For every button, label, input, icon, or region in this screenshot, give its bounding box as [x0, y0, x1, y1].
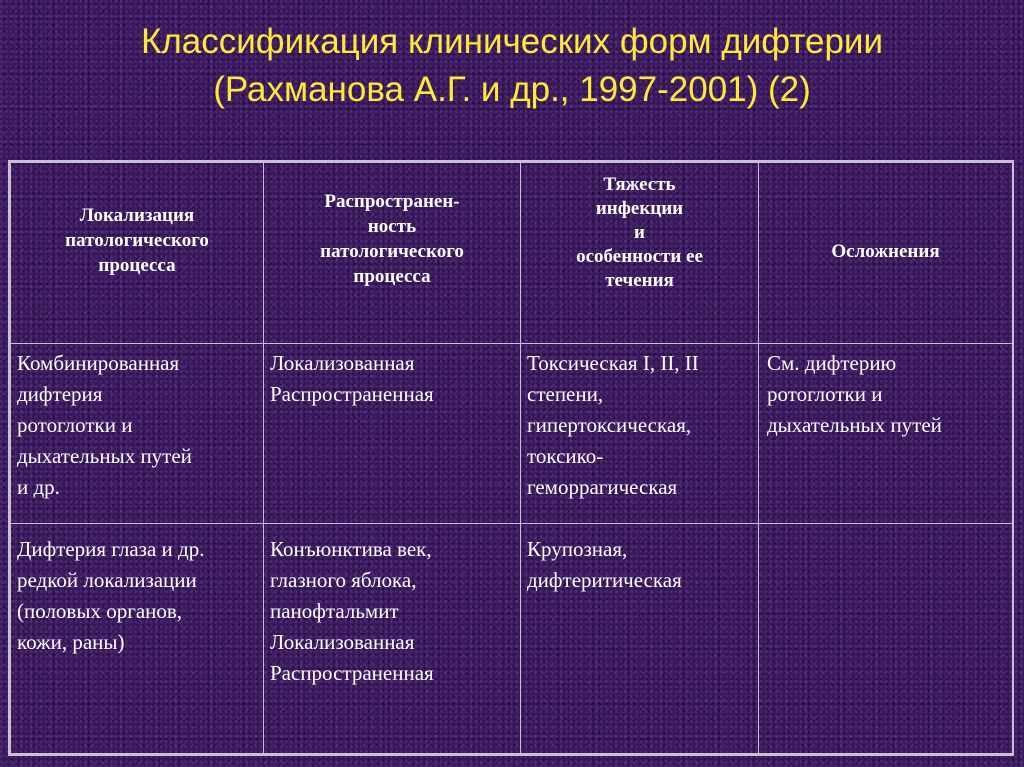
- cell-localization: [11, 344, 264, 524]
- cell-severity: [521, 524, 759, 754]
- cell-text: дыхательных путей: [17, 444, 192, 468]
- cell-severity: [521, 344, 759, 524]
- cell-complications-empty: [759, 524, 1013, 754]
- header-text: Тяжесть: [603, 174, 676, 195]
- header-text: Локализация: [79, 205, 195, 226]
- cell-text: См. дифтерию: [767, 351, 897, 375]
- cell-text: ротоглотки и: [767, 382, 883, 406]
- cell-text: глазного яблока,: [270, 568, 417, 592]
- cell-text: гипертоксическая,: [527, 413, 692, 437]
- cell-text: панофтальмит: [270, 599, 399, 623]
- title-line-2: (Рахманова А.Г. и др., 1997-2001) (2): [213, 70, 811, 109]
- header-text: патологического: [320, 241, 464, 262]
- cell-text: редкой локализации: [17, 568, 197, 592]
- header-severity: [521, 163, 759, 344]
- cell-prevalence: [264, 524, 521, 754]
- cell-text: геморрагическая: [527, 475, 678, 499]
- cell-text: Дифтерия глаза и др.: [17, 537, 205, 561]
- header-text: особенности ее: [576, 246, 703, 267]
- cell-text: Распространенная: [270, 382, 434, 406]
- cell-complications: [759, 344, 1013, 524]
- header-complications: [759, 163, 1013, 344]
- cell-text: токсико-: [527, 444, 604, 468]
- cell-text: и др.: [17, 475, 60, 499]
- cell-text: Крупозная,: [527, 537, 628, 561]
- classification-table: [8, 160, 1014, 756]
- cell-text: ротоглотки и: [17, 413, 133, 437]
- title-line-1: Классификация клинических форм дифтерии: [140, 22, 884, 61]
- cell-text: Локализованная: [270, 351, 415, 375]
- cell-prevalence: [264, 344, 521, 524]
- slide-title: [0, 18, 1024, 114]
- header-text: ность: [367, 216, 417, 237]
- header-text: инфекции: [595, 198, 684, 219]
- cell-text: дифтерия: [17, 382, 103, 406]
- header-text: процесса: [98, 255, 176, 276]
- cell-text: Локализованная: [270, 630, 415, 654]
- table-row: [11, 344, 1013, 524]
- cell-text: кожи, раны): [17, 630, 125, 654]
- cell-text: Распространенная: [270, 661, 434, 685]
- table-row: [11, 524, 1013, 754]
- cell-text: дыхательных путей: [767, 413, 942, 437]
- header-text: Распространен-: [324, 191, 460, 212]
- table-header-row: [11, 163, 1013, 344]
- cell-text: Конъюнктива век,: [270, 537, 432, 561]
- header-text: патологического: [65, 230, 209, 251]
- header-text: и: [634, 222, 645, 243]
- cell-localization: [11, 524, 264, 754]
- cell-text: Комбинированная: [17, 351, 180, 375]
- header-text: процесса: [353, 266, 431, 287]
- cell-text: Токсическая I, II, II: [527, 351, 699, 375]
- header-localization: [11, 163, 264, 344]
- header-text: течения: [605, 270, 674, 291]
- cell-text: степени,: [527, 382, 604, 406]
- cell-text: дифтеритическая: [527, 568, 682, 592]
- header-text: Осложнения: [831, 241, 940, 262]
- cell-text: (половых органов,: [17, 599, 183, 623]
- header-prevalence: [264, 163, 521, 344]
